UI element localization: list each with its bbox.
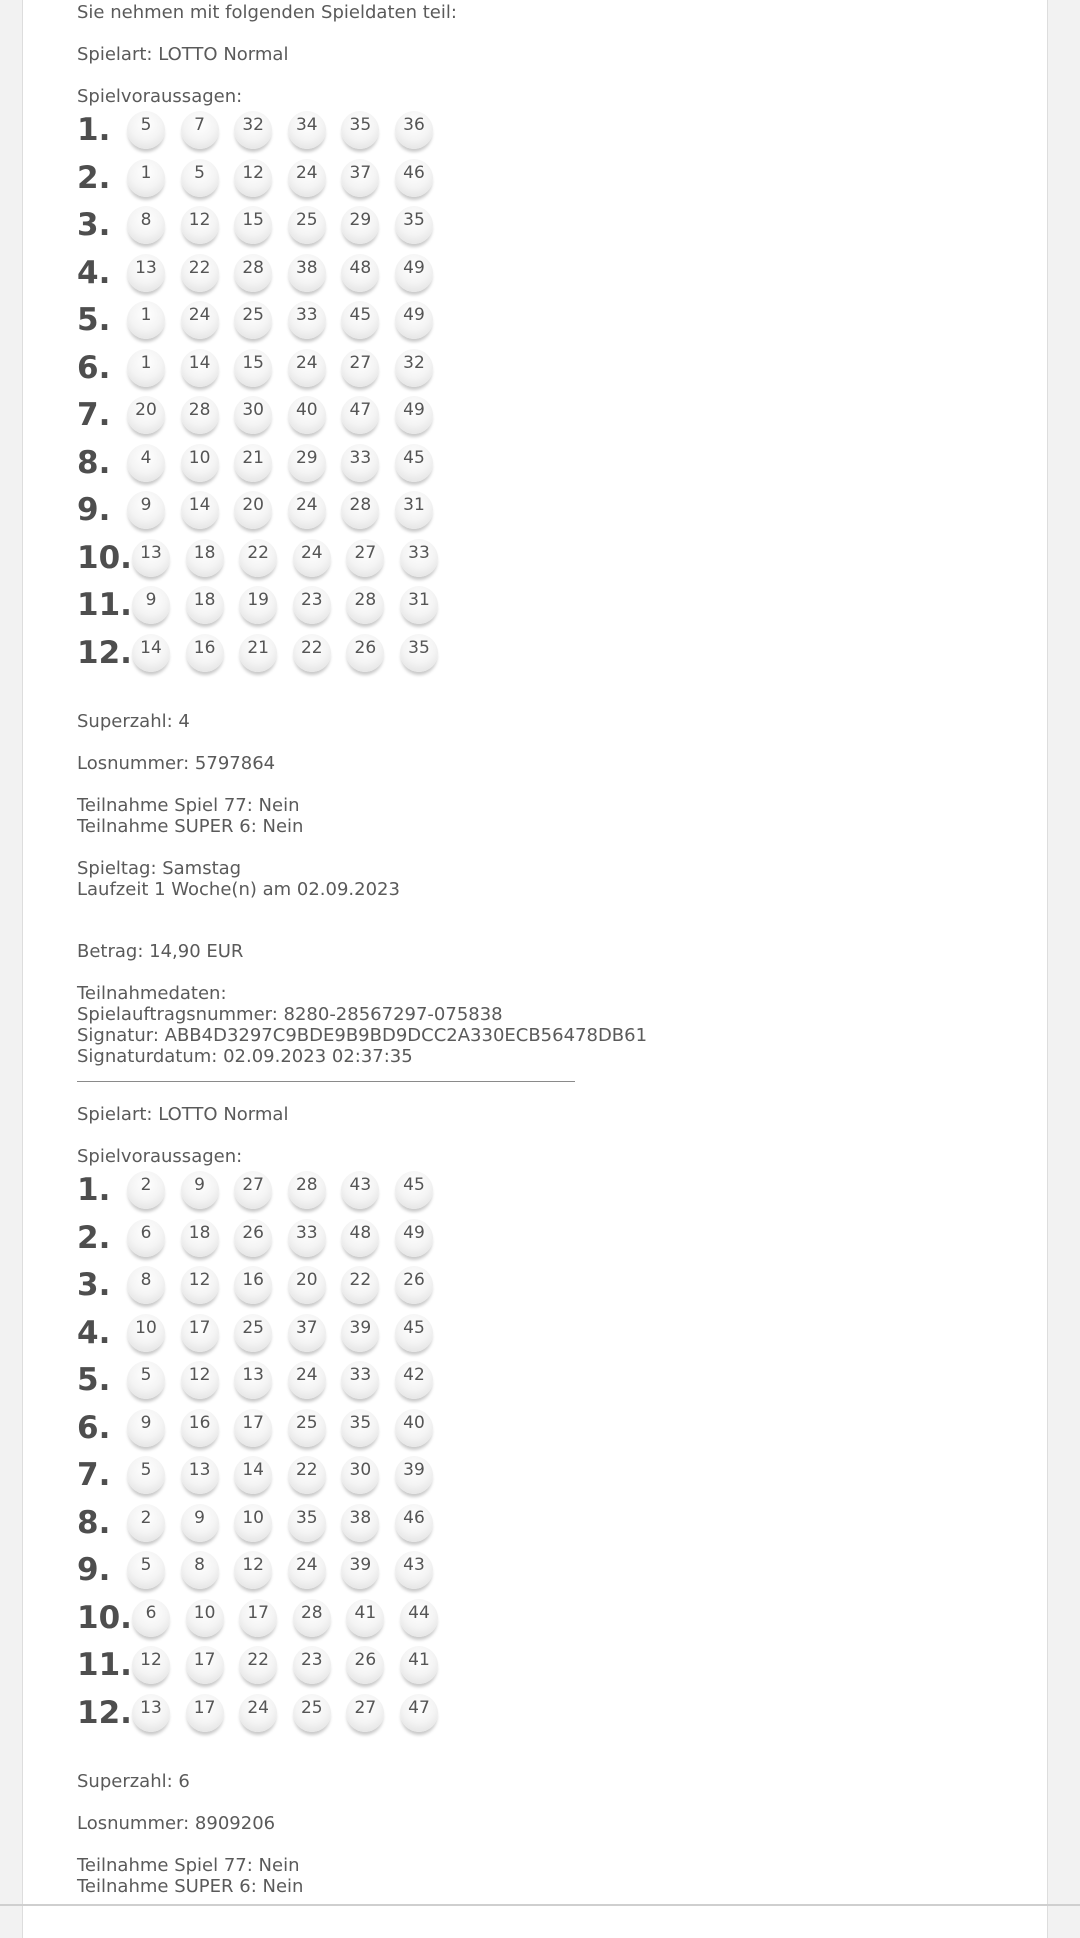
tipp-row-number: 1.: [77, 112, 111, 148]
tipp-row: [77, 349, 977, 397]
lotto-ball: 17: [186, 1694, 224, 1732]
tipp-row-number: 12.: [77, 634, 132, 671]
lotto-ball: 36: [395, 111, 433, 149]
ball-group: [127, 1551, 449, 1589]
lotto-ball: 2: [127, 1504, 165, 1542]
lotto-ball: 33: [288, 1219, 326, 1257]
lotto-ball: 25: [288, 1409, 326, 1447]
lotto-ball: 13: [127, 254, 165, 292]
tipp-row: [77, 491, 977, 539]
spielart-1: Spielart: LOTTO Normal: [77, 44, 289, 65]
lotto-ball: 12: [181, 206, 219, 244]
lotto-ball: 10: [181, 444, 219, 482]
lotto-ball: 24: [288, 349, 326, 387]
lotto-ball: 40: [288, 396, 326, 434]
ball-group: [127, 491, 449, 529]
ball-group: [127, 1314, 449, 1352]
tipp-row-number: 4.: [77, 254, 111, 291]
tipp-rows-2: [77, 1171, 977, 1741]
lotto-ball: 45: [395, 444, 433, 482]
ball-group: [127, 1219, 449, 1257]
lotto-ball: 13: [234, 1361, 272, 1399]
lotto-ball: 34: [288, 111, 326, 149]
tipp-row-number: 1.: [77, 1172, 111, 1208]
lotto-ball: 49: [395, 396, 433, 434]
lotto-ball: 17: [234, 1409, 272, 1447]
lotto-ball: 16: [181, 1409, 219, 1447]
lotto-ball: 6: [132, 1599, 170, 1637]
tipp-row: [77, 1504, 977, 1552]
ball-group: [127, 301, 449, 339]
tipp-row: [77, 586, 977, 634]
tipp-row-number: 2.: [77, 1219, 111, 1256]
lotto-ball: 49: [395, 301, 433, 339]
lotto-ball: 9: [132, 586, 170, 624]
tipp-row-number: 10.: [77, 1599, 132, 1636]
lotto-ball: 22: [293, 634, 331, 672]
lotto-ball: 31: [395, 491, 433, 529]
lotto-ball: 49: [395, 254, 433, 292]
lotto-ball: 42: [395, 1361, 433, 1399]
lotto-ball: 27: [234, 1171, 272, 1209]
lotto-ball: 27: [346, 539, 384, 577]
lotto-ball: 28: [346, 586, 384, 624]
spieltag: Spieltag: Samstag: [77, 858, 242, 879]
lotto-ball: 9: [181, 1504, 219, 1542]
lotto-ball: 46: [395, 159, 433, 197]
lotto-ball: 15: [234, 206, 272, 244]
tipp-row-number: 12.: [77, 1694, 132, 1731]
ball-group: [132, 634, 454, 672]
ball-group: [127, 1409, 449, 1447]
ball-group: [127, 1361, 449, 1399]
lotto-ball: 39: [341, 1314, 379, 1352]
lotto-ball: 27: [341, 349, 379, 387]
signaturdatum: Signaturdatum: 02.09.2023 02:37:35: [77, 1046, 413, 1067]
lotto-ball: 45: [395, 1171, 433, 1209]
lotto-ball: 26: [346, 1646, 384, 1684]
lotto-ball: 29: [341, 206, 379, 244]
lotto-ball: 31: [400, 586, 438, 624]
ball-group: [132, 586, 454, 624]
lotto-ball: 16: [234, 1266, 272, 1304]
lotto-ball: 21: [239, 634, 277, 672]
tipp-row-number: 6.: [77, 349, 111, 386]
losnummer-2: Losnummer: 8909206: [77, 1813, 276, 1834]
ball-group: [132, 1694, 454, 1732]
tipp-row: [77, 634, 977, 682]
ticket-content: [77, 0, 977, 1897]
lotto-ball: 28: [293, 1599, 331, 1637]
lotto-ball: 5: [127, 111, 165, 149]
lotto-ball: 33: [288, 301, 326, 339]
lotto-ball: 24: [239, 1694, 277, 1732]
super6-2: Teilnahme SUPER 6: Nein: [77, 1876, 304, 1897]
spielvoraussagen-label-1: Spielvoraussagen:: [77, 86, 243, 107]
lotto-ball: 5: [127, 1551, 165, 1589]
superzahl-2: Superzahl: 6: [77, 1771, 190, 1792]
lotto-ball: 20: [127, 396, 165, 434]
lotto-ball: 43: [395, 1551, 433, 1589]
lotto-ball: 14: [181, 491, 219, 529]
lotto-ball: 40: [395, 1409, 433, 1447]
spielauftragsnummer: Spielauftragsnummer: 8280-28567297-075838: [77, 1004, 503, 1025]
lotto-ball: 28: [181, 396, 219, 434]
lotto-ball: 10: [127, 1314, 165, 1352]
lotto-ball: 19: [239, 586, 277, 624]
spielvoraussagen-label-2: Spielvoraussagen:: [77, 1146, 243, 1167]
lotto-ball: 14: [181, 349, 219, 387]
tipp-row-number: 4.: [77, 1314, 111, 1351]
lotto-ball: 48: [341, 254, 379, 292]
lotto-ball: 25: [234, 1314, 272, 1352]
lotto-ball: 32: [234, 111, 272, 149]
signatur: Signatur: ABB4D3297C9BDE9B9BD9DCC2A330ECB56478DB61: [77, 1025, 648, 1046]
teilnahmedaten-label: Teilnahmedaten:: [77, 983, 227, 1004]
lotto-ball: 24: [293, 539, 331, 577]
lotto-ball: 39: [395, 1456, 433, 1494]
tipp-row: [77, 1314, 977, 1362]
tipp-row-number: 8.: [77, 444, 111, 481]
lotto-ball: 28: [234, 254, 272, 292]
intro-text: Sie nehmen mit folgenden Spieldaten teil:: [77, 2, 457, 23]
lotto-ball: 1: [127, 349, 165, 387]
ball-group: [127, 1266, 449, 1304]
lotto-ball: 20: [288, 1266, 326, 1304]
tipp-row: [77, 1361, 977, 1409]
lotto-ball: 22: [181, 254, 219, 292]
laufzeit: Laufzeit 1 Woche(n) am 02.09.2023: [77, 879, 400, 900]
tipp-row: [77, 1409, 977, 1457]
lotto-ball: 24: [288, 491, 326, 529]
spiel77-2: Teilnahme Spiel 77: Nein: [77, 1855, 300, 1876]
tipp-row-number: 5.: [77, 1362, 111, 1398]
lotto-ball: 9: [127, 491, 165, 529]
ball-group: [132, 539, 454, 577]
lotto-ball: 30: [234, 396, 272, 434]
tipp-row-number: 7.: [77, 397, 111, 433]
tipp-row-number: 10.: [77, 539, 132, 576]
lotto-ball: 6: [127, 1219, 165, 1257]
spielart-2: Spielart: LOTTO Normal: [77, 1104, 289, 1125]
ball-group: [127, 254, 449, 292]
tipp-row-number: 3.: [77, 207, 111, 243]
tipp-row: [77, 111, 977, 159]
lotto-ball: 38: [288, 254, 326, 292]
lotto-ball: 47: [341, 396, 379, 434]
lotto-ball: 1: [127, 301, 165, 339]
lotto-ball: 24: [288, 159, 326, 197]
lotto-ball: 29: [288, 444, 326, 482]
tipp-row: [77, 206, 977, 254]
lotto-ball: 17: [239, 1599, 277, 1637]
ball-group: [127, 1171, 449, 1209]
lotto-ball: 32: [395, 349, 433, 387]
lotto-ball: 12: [181, 1266, 219, 1304]
lotto-ball: 5: [127, 1456, 165, 1494]
betrag: Betrag: 14,90 EUR: [77, 941, 244, 962]
lotto-ball: 8: [181, 1551, 219, 1589]
super6-1: Teilnahme SUPER 6: Nein: [77, 816, 304, 837]
lotto-ball: 15: [234, 349, 272, 387]
lotto-ball: 23: [293, 586, 331, 624]
lotto-ball: 33: [400, 539, 438, 577]
lotto-ball: 22: [239, 539, 277, 577]
lotto-ball: 13: [132, 539, 170, 577]
lotto-ball: 23: [293, 1646, 331, 1684]
tipp-row: [77, 1694, 977, 1742]
lotto-ball: 22: [288, 1456, 326, 1494]
lotto-ball: 47: [400, 1694, 438, 1732]
lotto-ball: 5: [181, 159, 219, 197]
tipp-row-number: 5.: [77, 302, 111, 338]
lotto-ball: 12: [234, 159, 272, 197]
lotto-ball: 12: [234, 1551, 272, 1589]
ball-group: [127, 111, 449, 149]
lotto-ball: 44: [400, 1599, 438, 1637]
ball-group: [132, 1599, 454, 1637]
tipp-row-number: 11.: [77, 587, 132, 623]
lotto-ball: 37: [341, 159, 379, 197]
lotto-ball: 26: [234, 1219, 272, 1257]
tipp-row: [77, 254, 977, 302]
lotto-ball: 38: [341, 1504, 379, 1542]
lotto-ball: 37: [288, 1314, 326, 1352]
lotto-ball: 26: [346, 634, 384, 672]
lotto-ball: 9: [181, 1171, 219, 1209]
tipp-row-number: 3.: [77, 1267, 111, 1303]
lotto-ball: 33: [341, 1361, 379, 1399]
ball-group: [127, 206, 449, 244]
ball-group: [127, 1456, 449, 1494]
tipp-row: [77, 301, 977, 349]
lotto-ball: 26: [395, 1266, 433, 1304]
lotto-ball: 17: [181, 1314, 219, 1352]
lotto-ball: 2: [127, 1171, 165, 1209]
tipp-rows-1: [77, 111, 977, 681]
tipp-row: [77, 1551, 977, 1599]
lotto-ball: 35: [341, 111, 379, 149]
ball-group: [127, 444, 449, 482]
tipp-row-number: 11.: [77, 1647, 132, 1683]
lotto-ball: 25: [288, 206, 326, 244]
lotto-ball: 16: [186, 634, 224, 672]
lotto-ball: 10: [234, 1504, 272, 1542]
lotto-ball: 24: [181, 301, 219, 339]
lotto-ball: 35: [288, 1504, 326, 1542]
lotto-ball: 20: [234, 491, 272, 529]
lotto-ball: 48: [341, 1219, 379, 1257]
lotto-ball: 27: [346, 1694, 384, 1732]
lotto-ball: 25: [293, 1694, 331, 1732]
lotto-ball: 18: [186, 586, 224, 624]
tipp-row-number: 8.: [77, 1504, 111, 1541]
lotto-ball: 43: [341, 1171, 379, 1209]
tipp-row: [77, 159, 977, 207]
lotto-ball: 14: [132, 634, 170, 672]
tipp-row: [77, 444, 977, 492]
lotto-ball: 9: [127, 1409, 165, 1447]
tipp-row: [77, 1456, 977, 1504]
scrollbar[interactable]: [1068, 0, 1080, 1906]
lotto-ball: 17: [186, 1646, 224, 1684]
tipp-row-number: 9.: [77, 1552, 111, 1588]
lotto-ball: 35: [395, 206, 433, 244]
lotto-ball: 24: [288, 1551, 326, 1589]
lotto-ball: 24: [288, 1361, 326, 1399]
spiel77-1: Teilnahme Spiel 77: Nein: [77, 795, 300, 816]
tipp-row-number: 7.: [77, 1457, 111, 1493]
ball-group: [132, 1646, 454, 1684]
lotto-ball: 33: [341, 444, 379, 482]
lotto-ball: 22: [341, 1266, 379, 1304]
tipp-row-number: 2.: [77, 159, 111, 196]
lotto-ball: 1: [127, 159, 165, 197]
tipp-row-number: 9.: [77, 492, 111, 528]
tipp-row: [77, 1171, 977, 1219]
superzahl-1: Superzahl: 4: [77, 711, 190, 732]
ticket-card: [22, 0, 1048, 1938]
lotto-ball: 5: [127, 1361, 165, 1399]
lotto-ball: 30: [341, 1456, 379, 1494]
tipp-row: [77, 1266, 977, 1314]
tipp-row: [77, 396, 977, 444]
tipp-row: [77, 539, 977, 587]
lotto-ball: 13: [132, 1694, 170, 1732]
tipp-row: [77, 1219, 977, 1267]
lotto-ball: 41: [346, 1599, 384, 1637]
lotto-ball: 13: [181, 1456, 219, 1494]
lotto-ball: 10: [186, 1599, 224, 1637]
ball-group: [127, 159, 449, 197]
lotto-ball: 8: [127, 206, 165, 244]
lotto-ball: 25: [234, 301, 272, 339]
lotto-ball: 35: [400, 634, 438, 672]
ball-group: [127, 1504, 449, 1542]
lotto-ball: 12: [132, 1646, 170, 1684]
lotto-ball: 46: [395, 1504, 433, 1542]
lotto-ball: 28: [288, 1171, 326, 1209]
lotto-ball: 45: [395, 1314, 433, 1352]
lotto-ball: 35: [341, 1409, 379, 1447]
tipp-row-number: 6.: [77, 1409, 111, 1446]
ball-group: [127, 349, 449, 387]
lotto-ball: 7: [181, 111, 219, 149]
lotto-ball: 4: [127, 444, 165, 482]
tipp-row: [77, 1646, 977, 1694]
lotto-ball: 14: [234, 1456, 272, 1494]
lotto-ball: 28: [341, 491, 379, 529]
lotto-ball: 39: [341, 1551, 379, 1589]
lotto-ball: 18: [186, 539, 224, 577]
losnummer-1: Losnummer: 5797864: [77, 753, 276, 774]
ball-group: [127, 396, 449, 434]
lotto-ball: 18: [181, 1219, 219, 1257]
lotto-ball: 45: [341, 301, 379, 339]
lotto-ball: 41: [400, 1646, 438, 1684]
lotto-ball: 21: [234, 444, 272, 482]
lotto-ball: 49: [395, 1219, 433, 1257]
lotto-ball: 12: [181, 1361, 219, 1399]
lotto-ball: 8: [127, 1266, 165, 1304]
lotto-ball: 22: [239, 1646, 277, 1684]
tipp-row: [77, 1599, 977, 1647]
